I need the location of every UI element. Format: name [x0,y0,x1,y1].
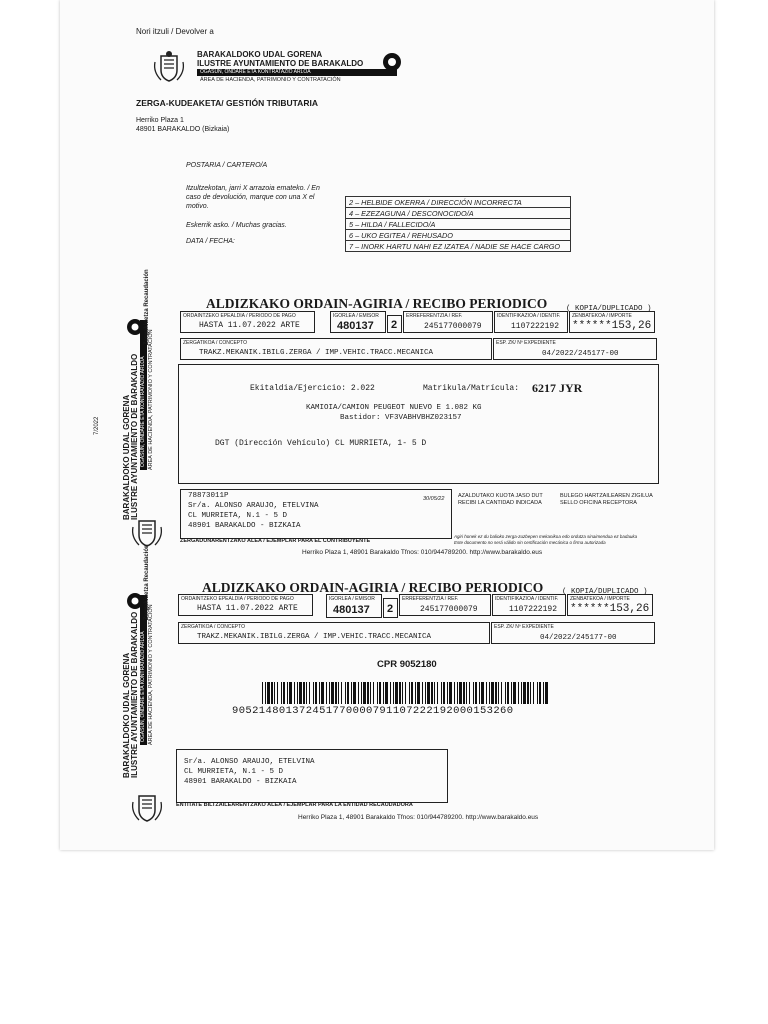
amount-value: ******153,26 [572,320,652,332]
expedient-cell [491,622,655,644]
expedient-value: 04/2022/245177-00 [540,634,617,642]
postman-label: POSTARIA / CARTERO/A [186,162,268,169]
emitter-cell [330,311,386,333]
barcode-bar [402,682,403,704]
barcode-bar [353,682,356,704]
expedient-label: ESP. ZK/ Nº EXPEDIENTE [494,624,554,630]
plate-label: Matrikula/Matrícula: [423,384,520,393]
nif: 78873011P [188,492,229,500]
emitter-digit-cell [383,598,398,618]
barcode-bar [383,682,384,704]
emitter-value: 480137 [337,320,374,332]
recipient-street: CL MURRIETA, N.1 - 5 D [184,768,284,776]
reason-row[interactable]: 6 – UKO EGITEA / REHUSADO [346,230,571,241]
barcode-bar [390,682,391,704]
emitter-digit: 2 [387,603,394,615]
concept-label: ZERGATIKOA / CONCEPTO [181,624,245,630]
emitter-label: IGORLEA / EMISOR [333,313,379,319]
stamp-label: BULEGO HARTZAILEAREN ZIGILUA [560,493,653,499]
barcode-bar [363,682,366,704]
ref-value: 245177000079 [424,322,482,331]
printed-date: 30/05/22 [423,496,445,502]
barcode [262,682,552,704]
barcode-bar [521,682,522,704]
receipt-title: ALDIZKAKO ORDAIN-AGIRIA / RECIBO PERIODICO [202,580,544,595]
ident-label: IDENTIFIKAZIOA / IDENTIF. [497,313,561,319]
barcode-bar [405,682,406,704]
barcode-bar [434,682,435,704]
barcode-bar [393,682,394,704]
barcode-bar [539,682,541,704]
expedient-cell [493,338,657,360]
barcode-bar [299,682,302,704]
reason-row[interactable]: 4 – EZEZAGUNA / DESCONOCIDO/A [346,208,571,219]
footer-contact: Herriko Plaza 1, 48901 Barakaldo Tfnos: 010/944789200. http://www.barakaldo.eus [302,549,543,556]
barcode-bar [441,682,442,704]
ident-value: 1107222192 [509,605,558,614]
barcode-bar [481,682,484,704]
validity-note-es: Este documento no será válido sin certificación mecánica o firma autorizada [454,540,606,545]
recipient-name: Sr/a. ALONSO ARAUJO, ETELVINA [184,758,315,766]
concept-cell [180,338,492,360]
plate-value: 6217 JYR [532,381,583,395]
barcode-bar [267,682,270,704]
return-instructions: Itzultzekotan, jarri X arrazoia emateko. / En caso de devolución, marque con una X el motivo. [186,185,320,210]
barcode-bar [475,682,477,704]
amount-label: ZENBATEKOA / IMPORTE [570,596,630,602]
barcode-bar [262,682,263,704]
barcode-bar [417,682,420,704]
amount-cell [567,594,653,616]
date-label: DATA / FECHA: [186,238,235,245]
period-value: HASTA 11.07.2022 ARTE [199,321,300,330]
barcode-bar [271,682,273,704]
barcode-bar [530,682,531,704]
barcode-bar [277,682,278,704]
barcode-bar [545,682,548,704]
ref-cell [403,311,493,333]
barcode-bar [329,682,330,704]
barcode-bar [518,682,519,704]
return-note: Nori itzuli / Devolver a [136,27,214,36]
copy-for-label: ENTITATE BILTZAILEARENTZAKO ALEA / EJEMPLAR PARA LA ENTIDAD RECAUDADORA [176,802,413,808]
barcode-bar [459,682,462,704]
ident-value: 1107222192 [511,322,560,331]
reason-row[interactable]: 5 – HILDA / FALLECIDO/A [346,219,571,230]
sender-address-line2: 48901 BARAKALDO (Bizkaia) [136,126,230,133]
org-band: OGASUN, ONDARE ETA KONTRATAZIO ARLOA [197,69,397,76]
barcode-bar [513,682,516,704]
barcode-bar [409,682,410,704]
barcode-bar [283,682,285,704]
city-logo-icon [382,52,402,72]
side-org-eu: BARAKALDOKO UDAL GORENA [122,652,131,778]
barcode-bar [527,682,529,704]
return-reasons-table [345,196,571,252]
emitter-label: IGORLEA / EMISOR [329,596,375,602]
thanks-text: Eskerrik asko. / Muchas gracias. [186,222,287,229]
ref-label: ERREFERENTZIA / REF. [406,313,463,319]
ref-label: ERREFERENTZIA / REF. [402,596,459,602]
ref-cell [399,594,491,616]
receipt-title: ALDIZKAKO ORDAIN-AGIRIA / RECIBO PERIODICO [206,296,548,311]
barcode-bar [370,682,371,704]
expedient-label: ESP. ZK/ Nº EXPEDIENTE [496,340,556,346]
barcode-bar [511,682,512,704]
period-value: HASTA 11.07.2022 ARTE [197,604,298,613]
ref-value: 245177000079 [420,605,478,614]
exercise-text: Ekitaldia/Ejercicio: 2.022 [250,384,375,393]
paid-label-es: RECIBI LA CANTIDAD INDICADA [458,500,542,506]
barcode-bar [505,682,506,704]
barcode-bar [437,682,438,704]
barcode-bar [385,682,388,704]
barcode-bar [427,682,430,704]
org-name-eu: BARAKALDOKO UDAL GORENA [197,50,323,59]
barcode-bar [473,682,474,704]
barcode-bar [341,682,342,704]
footer-contact: Herriko Plaza 1, 48901 Barakaldo Tfnos: 010/944789200. http://www.barakaldo.eus [298,814,539,821]
amount-cell [569,311,655,333]
barcode-bar [533,682,534,704]
barcode-bar [399,682,401,704]
barcode-bar [411,682,413,704]
barcode-number: 90521480137245177000079110722219200015326​0 [232,705,514,717]
barcode-bar [491,682,494,704]
barcode-bar [507,682,509,704]
barcode-bar [309,682,310,704]
barcode-bar [338,682,339,704]
reason-row[interactable]: 7 – INORK HARTU NAHI EZ IZATEA / NADIE SE HACE CARGO [346,241,571,252]
side-band-sub: ÁREA DE HACIENDA, PATRIMONIO Y CONTRATACIÓN [148,329,154,470]
concept-label: ZERGATIKOA / CONCEPTO [183,340,247,346]
barcode-bar [469,682,470,704]
side-org-es: ILUSTRE AYUNTAMIENTO DE BARAKALDO [130,611,139,778]
barcode-bar [358,682,359,704]
barcode-bar [287,682,288,704]
barcode-bar [274,682,275,704]
side-band-sub: ÁREA DE HACIENDA, PATRIMONIO Y CONTRATACIÓN [148,604,154,745]
barcode-bar [367,682,369,704]
side-band: OGASUN, ONDARE ETA KONTRATAZIO ARLOA [140,320,147,470]
period-cell [180,311,315,333]
barcode-bar [294,682,295,704]
barcode-bar [379,682,381,704]
side-tag: Zergakidetza Recaudación [144,269,150,345]
dgt-line: DGT (Dirección Vehículo) CL MURRIETA, 1- 5 D [215,439,427,448]
barcode-bar [425,682,426,704]
barcode-bar [415,682,416,704]
barcode-bar [498,682,499,704]
emitter-value: 480137 [333,604,370,616]
barcode-bar [321,682,324,704]
org-band-sub: ÁREA DE HACIENDA, PATRIMONIO Y CONTRATACIÓN [200,77,341,83]
barcode-bar [289,682,292,704]
period-cell [178,594,313,616]
cpr-code: CPR 9052180 [377,659,437,670]
barcode-bar [347,682,349,704]
barcode-bar [395,682,398,704]
barcode-bar [501,682,502,704]
side-org-eu: BARAKALDOKO UDAL GORENA [122,394,131,520]
side-org-es: ILUSTRE AYUNTAMIENTO DE BARAKALDO [130,353,139,520]
side-tag: Zergakidetza Recaudación [144,544,150,620]
coat-of-arms-icon [130,790,164,824]
recipient-city: 48901 BARAKALDO - BIZKAIA [188,522,301,530]
barcode-bar [443,682,445,704]
barcode-bar [463,682,465,704]
barcode-bar [431,682,433,704]
barcode-bar [351,682,352,704]
copy-label: ( KOPIA/DUPLICADO ) [562,588,648,596]
side-code: 7/2022 [94,416,100,435]
barcode-bar [486,682,487,704]
emitter-digit: 2 [391,319,398,331]
barcode-bar [315,682,317,704]
copy-label: ( KOPIA/DUPLICADO ) [566,305,652,313]
barcode-bar [297,682,298,704]
barcode-bar [454,682,455,704]
barcode-bar [457,682,458,704]
detail-box [178,364,659,484]
barcode-bar [361,682,362,704]
barcode-bar [335,682,337,704]
barcode-bar [326,682,327,704]
paid-label: AZALDUTAKO KUOTA JASO DUT [458,493,543,499]
recipient-city: 48901 BARAKALDO - BIZKAIA [184,778,297,786]
vehicle-line: KAMIOIA/CAMION PEUGEOT NUEVO E 1.082 KG [306,404,482,412]
concept-cell [178,622,490,644]
ident-cell [494,311,568,333]
barcode-bar [281,682,282,704]
expedient-value: 04/2022/245177-00 [542,350,619,358]
validity-note-eu: Agiri honek ez du balioko zerga-zuzbepen mekanikoa edo ordutza sinaimendua ez badauka [454,534,638,539]
barcode-bar [537,682,538,704]
barcode-bar [373,682,374,704]
chassis-line: Bastidor: VF3VABHVBHZ023157 [340,414,462,422]
barcode-bar [495,682,497,704]
barcode-bar [449,682,452,704]
barcode-bar [319,682,320,704]
amount-value: ******153,26 [570,603,650,615]
barcode-bar [422,682,423,704]
recipient-name: Sr/a. ALONSO ARAUJO, ETELVINA [188,502,319,510]
dept-title: ZERGA-KUDEAKETA/ GESTIÓN TRIBUTARIA [136,98,318,108]
emitter-cell [326,594,382,618]
document-page [60,0,714,850]
concept-value: TRAKZ.MEKANIK.IBILG.ZERGA / IMP.VEHIC.TRACC.MECANICA [199,349,434,357]
reason-row[interactable]: 2 – HELBIDE OKERRA / DIRECCIÓN INCORRECTA [346,197,571,208]
coat-of-arms-icon [152,50,186,84]
barcode-bar [523,682,526,704]
sender-address-line1: Herriko Plaza 1 [136,117,184,124]
ident-label: IDENTIFIKAZIOA / IDENTIF. [495,596,559,602]
barcode-bar [479,682,480,704]
concept-value: TRAKZ.MEKANIK.IBILG.ZERGA / IMP.VEHIC.TRACC.MECANICA [197,633,432,641]
org-name-es: ILUSTRE AYUNTAMIENTO DE BARAKALDO [197,59,364,68]
ident-cell [492,594,566,616]
barcode-bar [303,682,305,704]
emitter-digit-cell [387,315,402,333]
barcode-bar [377,682,378,704]
side-band: OGASUN, ONDARE ETA KONTRATAZIO ARLOA [140,595,147,745]
barcode-bar [313,682,314,704]
barcode-bar [543,682,544,704]
barcode-bar [345,682,346,704]
period-label: ORDAINTZEKO EPEALDIA / PERIODO DE PAGO [183,313,296,319]
copy-for-label: ZERGADUNARENTZAKO ALEA / EJEMPLAR PARA EL CONTRIBUYENTE [180,538,371,544]
recipient-street: CL MURRIETA, N.1 - 5 D [188,512,288,520]
barcode-bar [447,682,448,704]
period-label: ORDAINTZEKO EPEALDIA / PERIODO DE PAGO [181,596,294,602]
barcode-bar [306,682,307,704]
barcode-bar [466,682,467,704]
barcode-bar [489,682,490,704]
barcode-bar [265,682,266,704]
stamp-label-es: SELLO OFICINA RECEPTORA [560,500,637,506]
amount-label: ZENBATEKOA / IMPORTE [572,313,632,319]
barcode-bar [331,682,334,704]
